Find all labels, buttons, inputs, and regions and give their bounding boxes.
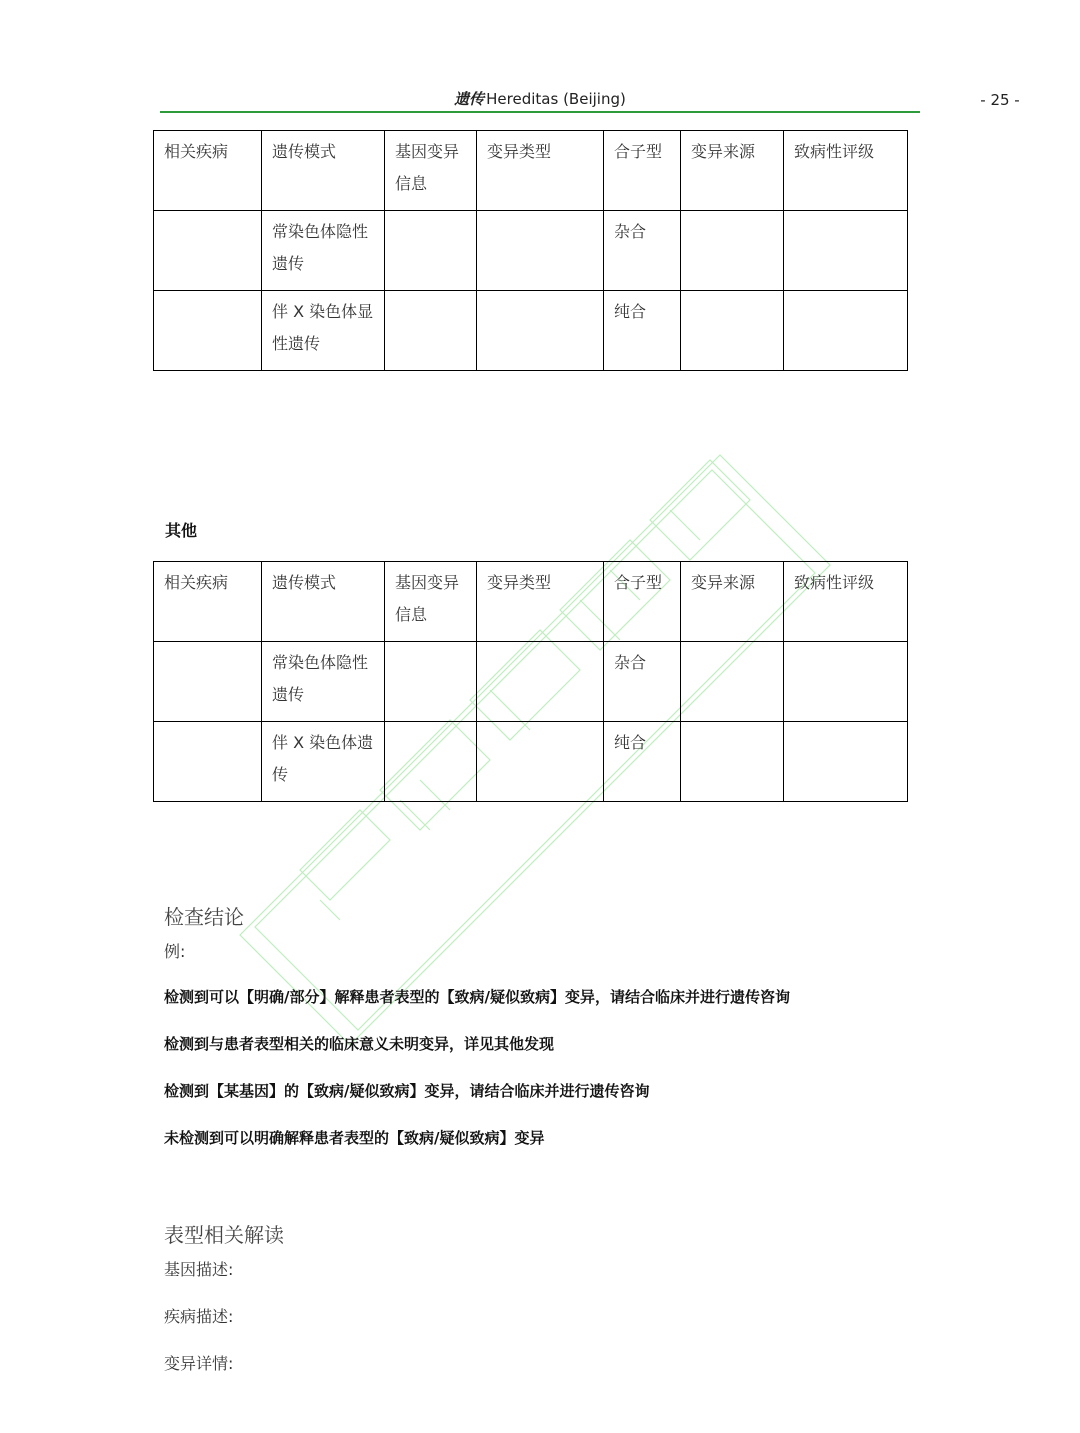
col-header: 致病性评级 bbox=[784, 131, 908, 211]
example-label: 例: bbox=[164, 942, 186, 961]
table-row bbox=[154, 642, 908, 722]
table-cell: 伴 X 染色体显性遗传 bbox=[262, 291, 385, 371]
col-header: 相关疾病 bbox=[154, 562, 262, 642]
table-cell bbox=[681, 722, 784, 802]
col-header: 遗传模式 bbox=[262, 562, 385, 642]
table-row bbox=[154, 291, 908, 371]
gene-variant-table-1 bbox=[153, 130, 908, 371]
table-cell bbox=[681, 291, 784, 371]
gene-description-label: 基因描述: bbox=[164, 1260, 234, 1279]
table-cell bbox=[385, 642, 477, 722]
col-header: 变异类型 bbox=[477, 131, 604, 211]
col-header: 基因变异信息 bbox=[385, 562, 477, 642]
table-cell bbox=[385, 722, 477, 802]
col-header: 变异来源 bbox=[681, 131, 784, 211]
table-cell: 杂合 bbox=[604, 642, 681, 722]
table-cell bbox=[385, 291, 477, 371]
table-cell bbox=[784, 722, 908, 802]
journal-cn-title: 遗传 bbox=[454, 90, 485, 108]
col-header: 合子型 bbox=[604, 562, 681, 642]
section-other-label: 其他 bbox=[165, 521, 198, 540]
conclusion-line: 检测到可以【明确/部分】解释患者表型的【致病/疑似致病】变异，请结合临床并进行遗传咨询 bbox=[164, 988, 790, 1006]
table-cell: 纯合 bbox=[604, 722, 681, 802]
conclusion-line: 未检测到可以明确解释患者表型的【致病/疑似致病】变异 bbox=[164, 1129, 545, 1147]
conclusion-heading: 检查结论 bbox=[164, 905, 244, 929]
table-cell bbox=[154, 722, 262, 802]
table-header-row bbox=[154, 131, 908, 211]
table-cell bbox=[477, 642, 604, 722]
gene-variant-table-2 bbox=[153, 561, 908, 802]
table-cell: 伴 X 染色体遗传 bbox=[262, 722, 385, 802]
table-row bbox=[154, 211, 908, 291]
journal-en-title: Hereditas (Beijing) bbox=[486, 90, 626, 108]
table-cell: 常染色体隐性遗传 bbox=[262, 211, 385, 291]
table-cell bbox=[385, 211, 477, 291]
table-cell bbox=[154, 291, 262, 371]
table-cell bbox=[477, 291, 604, 371]
col-header: 致病性评级 bbox=[784, 562, 908, 642]
table-cell bbox=[784, 642, 908, 722]
phenotype-heading: 表型相关解读 bbox=[164, 1223, 284, 1247]
table-cell: 常染色体隐性遗传 bbox=[262, 642, 385, 722]
table-cell: 纯合 bbox=[604, 291, 681, 371]
table-cell bbox=[154, 211, 262, 291]
col-header: 变异类型 bbox=[477, 562, 604, 642]
table-cell bbox=[477, 722, 604, 802]
table-cell bbox=[477, 211, 604, 291]
col-header: 遗传模式 bbox=[262, 131, 385, 211]
disease-description-label: 疾病描述: bbox=[164, 1307, 234, 1326]
table-header-row bbox=[154, 562, 908, 642]
table-cell bbox=[784, 291, 908, 371]
table-cell bbox=[681, 642, 784, 722]
table-cell bbox=[154, 642, 262, 722]
conclusion-line: 检测到与患者表型相关的临床意义未明变异，详见其他发现 bbox=[164, 1035, 555, 1053]
page-number: - 25 - bbox=[980, 91, 1020, 109]
variant-detail-label: 变异详情: bbox=[164, 1354, 234, 1373]
table-row bbox=[154, 722, 908, 802]
col-header: 变异来源 bbox=[681, 562, 784, 642]
col-header: 相关疾病 bbox=[154, 131, 262, 211]
table-cell: 杂合 bbox=[604, 211, 681, 291]
conclusion-line: 检测到【某基因】的【致病/疑似致病】变异，请结合临床并进行遗传咨询 bbox=[164, 1082, 650, 1100]
table-cell bbox=[784, 211, 908, 291]
col-header: 合子型 bbox=[604, 131, 681, 211]
table-cell bbox=[681, 211, 784, 291]
running-header bbox=[160, 88, 920, 113]
col-header: 基因变异信息 bbox=[385, 131, 477, 211]
